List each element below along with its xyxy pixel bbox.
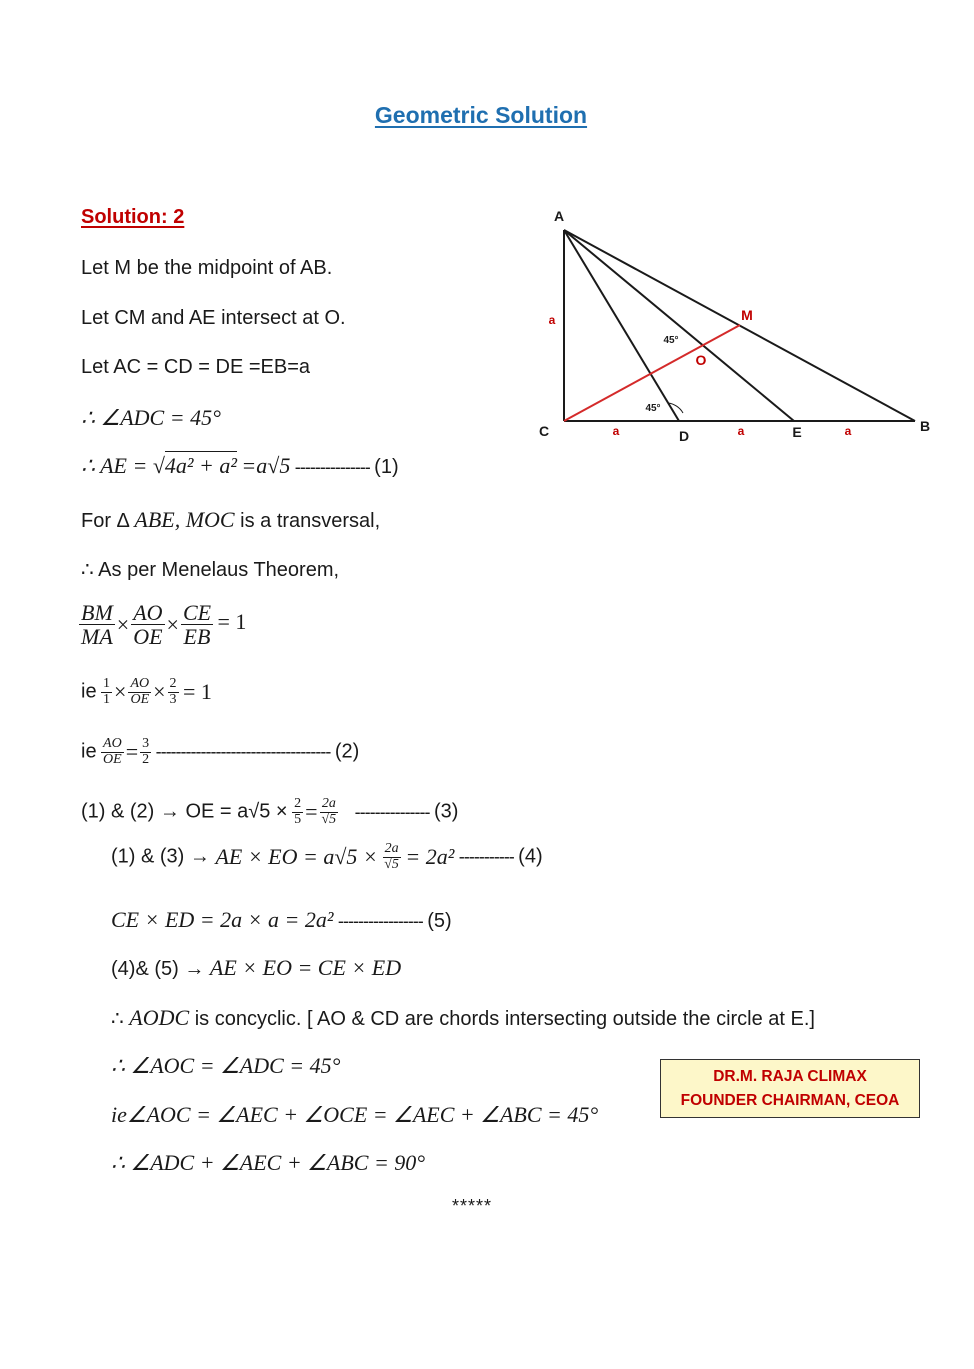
- times-sign: ×: [114, 679, 127, 705]
- numerator: AO: [103, 736, 122, 751]
- side-label-cd: a: [612, 424, 620, 438]
- angle-sum-statement: ie∠AOC = ∠AEC + ∠OCE = ∠AEC + ∠ABC = 45°: [111, 1102, 599, 1127]
- statement-midpoint: Let M be the midpoint of AB.: [81, 257, 333, 279]
- numerator: BM: [81, 600, 113, 625]
- denominator: EB: [183, 624, 211, 650]
- fraction-ce-eb: [181, 601, 213, 648]
- ie-label: ie: [81, 740, 97, 763]
- result-2a-squared: = 2a²: [405, 844, 455, 870]
- angle-adc-statement: ∴ ∠ADC = 45°: [81, 405, 221, 430]
- denominator: MA: [81, 624, 113, 650]
- oe-derivation: (1) & (2) → OE = a√5 ×: [81, 800, 288, 823]
- segment-ae: [564, 230, 794, 421]
- denominator: 3: [169, 691, 177, 707]
- equals-sign: =: [125, 739, 139, 765]
- equation-4: [111, 842, 543, 872]
- numerator: 1: [103, 676, 111, 691]
- concyclic-statement: [111, 1005, 815, 1031]
- equation-5: [111, 907, 452, 933]
- leader-dashes: -----------------------------------: [155, 741, 331, 762]
- angle-label-o: 45°: [663, 335, 679, 346]
- point-label-d: D: [678, 428, 690, 444]
- page-title: Geometric Solution: [374, 102, 588, 128]
- statement-intersection: Let CM and AE intersect at O.: [81, 307, 346, 329]
- numerator: 3: [142, 736, 150, 751]
- triangle-figure: [530, 200, 950, 450]
- point-label-c: C: [538, 423, 550, 439]
- radicand: 4a² + a²: [164, 453, 237, 478]
- leader-dashes: -----------------: [337, 911, 423, 931]
- point-label-m: M: [741, 307, 753, 323]
- leader-dashes: ---------------: [294, 457, 370, 477]
- menelaus-statement: ∴ As per Menelaus Theorem,: [81, 559, 340, 581]
- fraction-two-five: [292, 797, 303, 827]
- fraction-ao-oe: [101, 737, 124, 767]
- fraction-2a-root5: [382, 842, 401, 872]
- denominator: OE: [133, 624, 163, 650]
- product-ae-eo: AE × EO = a√5 ×: [215, 844, 378, 870]
- fraction-ao-oe: [131, 601, 164, 648]
- product-ce-ed: CE × ED = 2a × a = 2a²: [111, 907, 334, 932]
- author-name: DR.M. RAJA CLIMAX: [713, 1068, 867, 1085]
- ae-rhs: =a√5: [241, 453, 291, 478]
- equals-one: = 1: [183, 679, 212, 705]
- transversal-statement: [81, 507, 380, 533]
- numerator: CE: [182, 600, 212, 625]
- fraction-three-two: [140, 737, 151, 767]
- fraction-two-three: [168, 677, 179, 707]
- end-marker: *****: [452, 1196, 493, 1216]
- angle-label-d: 45°: [645, 403, 661, 414]
- equal-products: AE × EO = CE × ED: [209, 955, 402, 980]
- numerator: 2a: [384, 841, 399, 856]
- equals-sign: =: [305, 799, 318, 825]
- therefore-sign: ∴: [111, 1008, 130, 1030]
- author-title: FOUNDER CHAIRMAN, CEOA: [680, 1092, 900, 1109]
- ie-equation-1: [81, 677, 212, 707]
- quad-aodc: AODC: [129, 1005, 190, 1030]
- equation-1: [81, 453, 399, 479]
- statement-equal-sides: Let AC = CD = DE =EB=a: [81, 356, 311, 378]
- concyclic-reason: is concyclic. [ AO & CD are chords intersecting outside the circle at E.]: [189, 1008, 815, 1030]
- fraction-bm-ma: [79, 601, 115, 648]
- times-sign: ×: [166, 611, 179, 637]
- numerator: AO: [133, 600, 163, 625]
- numerator: AO: [130, 676, 150, 691]
- denominator: 2: [142, 751, 150, 767]
- equation-tag: (1): [374, 456, 399, 478]
- denominator: OE: [130, 691, 150, 707]
- equation-tag: (3): [434, 800, 459, 823]
- segment-ad: [564, 230, 679, 421]
- equals-one: = 1: [217, 608, 247, 634]
- step-prefix: (4)& (5) →: [111, 958, 210, 980]
- side-label-ac: a: [548, 313, 556, 327]
- author-credit-box: [660, 1059, 920, 1118]
- fraction-ao-oe: [128, 677, 151, 707]
- times-sign: ×: [116, 611, 130, 637]
- point-label-a: A: [553, 208, 565, 224]
- ae-lhs: ∴ AE =: [81, 453, 153, 478]
- radical-sign: √: [152, 453, 165, 478]
- denominator: √5: [384, 856, 399, 872]
- leader-dashes: ---------------: [354, 801, 430, 822]
- point-label-b: B: [919, 418, 931, 434]
- denominator: 5: [294, 811, 302, 827]
- equation-3: [81, 797, 458, 827]
- denominator: 1: [103, 691, 111, 707]
- times-sign: ×: [153, 679, 166, 705]
- equation-2: [81, 737, 359, 767]
- leader-dashes: -----------: [458, 846, 514, 867]
- equation-tag: (2): [334, 740, 360, 763]
- triangle-names: ABE, MOC: [134, 507, 235, 532]
- numerator: 2a: [321, 796, 336, 811]
- equation-tag: (5): [427, 910, 452, 932]
- point-label-e: E: [792, 424, 802, 440]
- transversal-suffix: is a transversal,: [234, 510, 381, 532]
- step-prefix: (1) & (3) →: [111, 845, 216, 868]
- equation-6: [111, 955, 401, 981]
- numerator: 2: [294, 796, 302, 811]
- side-label-de: a: [737, 424, 745, 438]
- equation-tag: (4): [518, 845, 543, 868]
- final-result: ∴ ∠ADC + ∠AEC + ∠ABC = 90°: [111, 1150, 426, 1175]
- denominator: OE: [103, 751, 122, 767]
- fraction-one-one: [101, 677, 112, 707]
- side-label-eb: a: [844, 424, 852, 438]
- ie-label: ie: [81, 680, 97, 703]
- fraction-2a-root5: [319, 797, 338, 827]
- point-label-o: O: [695, 352, 707, 368]
- denominator: √5: [321, 811, 337, 827]
- transversal-prefix: For Δ: [81, 510, 135, 532]
- menelaus-equation: [79, 601, 246, 648]
- solution-heading: Solution: 2: [81, 206, 185, 228]
- angle-aoc-statement: ∴ ∠AOC = ∠ADC = 45°: [111, 1053, 341, 1078]
- numerator: 2: [169, 676, 177, 691]
